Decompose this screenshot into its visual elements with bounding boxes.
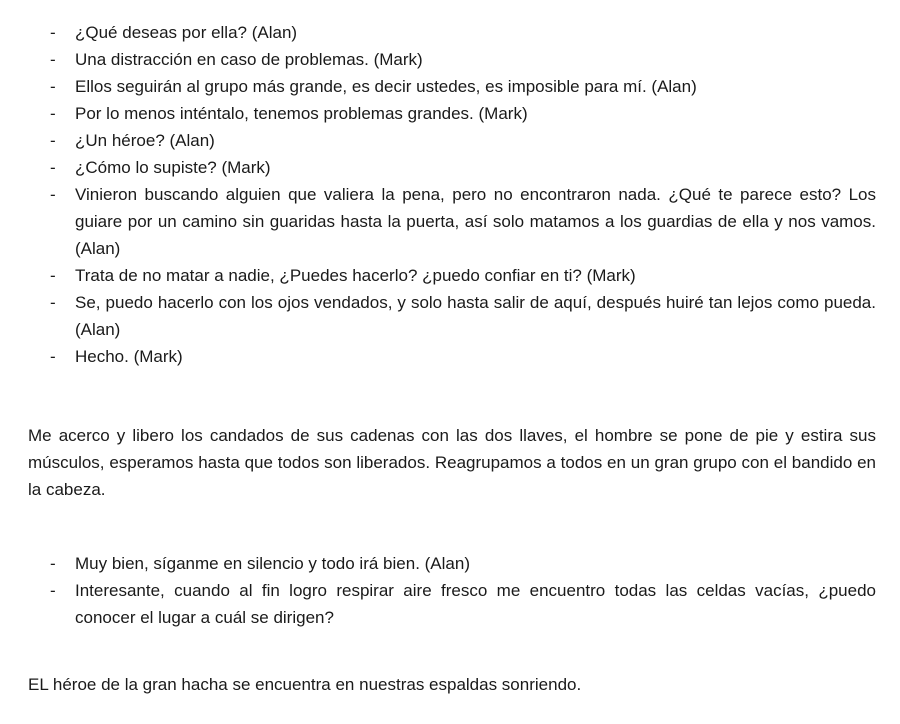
dialogue-list <box>28 19 876 370</box>
dash-bullet: - <box>50 266 56 285</box>
dialogue-line <box>28 550 876 577</box>
dialogue-line <box>28 577 876 631</box>
dialogue-text: Ellos seguirán al grupo más grande, es decir ustedes, es imposible para mí. (Alan) <box>75 77 697 96</box>
dialogue-line <box>28 181 876 262</box>
dialogue-text: ¿Cómo lo supiste? (Mark) <box>75 158 271 177</box>
dialogue-text: Por lo menos inténtalo, tenemos problemas grandes. (Mark) <box>75 104 528 123</box>
dash-bullet: - <box>50 131 56 150</box>
dialogue-line <box>28 289 876 343</box>
narrative-paragraph: EL héroe de la gran hacha se encuentra en nuestras espaldas sonriendo. <box>28 675 582 694</box>
dash-bullet: - <box>50 185 56 204</box>
dialogue-line <box>28 100 876 127</box>
dash-bullet: - <box>50 293 56 312</box>
dash-bullet: - <box>50 347 56 366</box>
dialogue-list <box>28 550 876 631</box>
dialogue-text: ¿Qué deseas por ella? (Alan) <box>75 23 298 42</box>
dialogue-line <box>28 46 876 73</box>
dash-bullet: - <box>50 554 56 573</box>
dash-bullet: - <box>50 50 56 69</box>
narrative-paragraph: Me acerco y libero los candados de sus cadenas con las dos llaves, el hombre se pone de pie y estira sus músculos, esperamos hasta que todos son liberados. Reagrupamos a todos en un gran grupo con el bandido en la cabeza. <box>28 426 876 499</box>
dialogue-text: Vinieron buscando alguien que valiera la pena, pero no encontraron nada. ¿Qué te parece esto? Los guiare por un camino sin guaridas hasta la puerta, así solo matamos a los guardias de ella y nos vamos. (Alan) <box>75 185 876 258</box>
dialogue-text: Interesante, cuando al fin logro respirar aire fresco me encuentro todas las celdas vacías, ¿puedo conocer el lugar a cuál se dirigen? <box>75 581 876 627</box>
dash-bullet: - <box>50 104 56 123</box>
dialogue-line <box>28 73 876 100</box>
dialogue-line <box>28 127 876 154</box>
dialogue-line <box>28 262 876 289</box>
dialogue-text: Se, puedo hacerlo con los ojos vendados, y solo hasta salir de aquí, después huiré tan lejos como pueda. (Alan) <box>75 293 876 339</box>
dash-bullet: - <box>50 158 56 177</box>
dialogue-text: Muy bien, síganme en silencio y todo irá bien. (Alan) <box>75 554 470 573</box>
dash-bullet: - <box>50 581 56 600</box>
dash-bullet: - <box>50 77 56 96</box>
dialogue-text: ¿Un héroe? (Alan) <box>75 131 215 150</box>
dialogue-line <box>28 19 876 46</box>
dialogue-line <box>28 154 876 181</box>
dialogue-line <box>28 343 876 370</box>
dialogue-text: Hecho. (Mark) <box>75 347 183 366</box>
dash-bullet: - <box>50 23 56 42</box>
dialogue-text: Trata de no matar a nadie, ¿Puedes hacerlo? ¿puedo confiar en ti? (Mark) <box>75 266 636 285</box>
dialogue-text: Una distracción en caso de problemas. (Mark) <box>75 50 423 69</box>
